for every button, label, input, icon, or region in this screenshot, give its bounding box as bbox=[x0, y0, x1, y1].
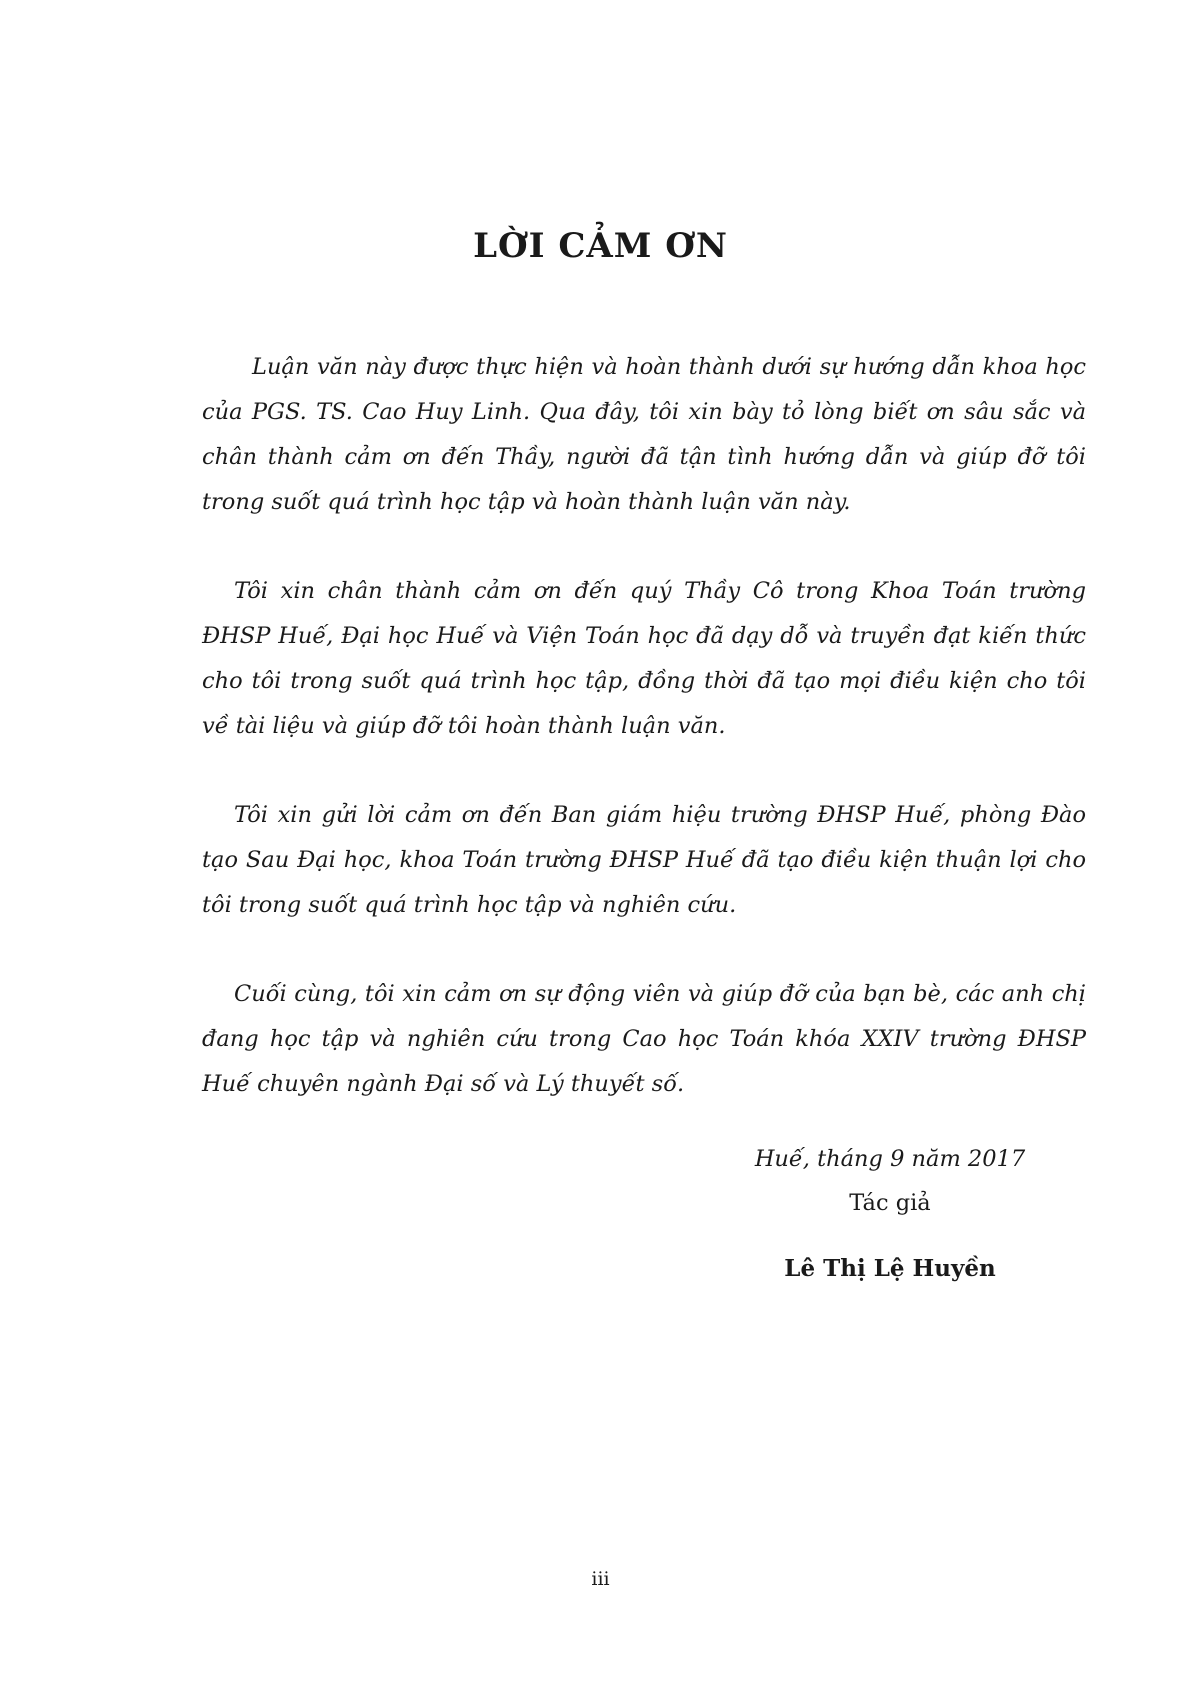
paragraph-1: Luận văn này được thực hiện và hoàn thành dưới sự hướng dẫn khoa học của PGS. TS. Cao Huy Linh. Qua đây, tôi xin bày tỏ lòng biết ơn sâu sắc và chân thành cảm ơn đến Thầy, người đã tận tình hướng dẫn và giúp đỡ tôi trong suốt quá trình học tập và hoàn thành luận văn này. bbox=[202, 354, 1086, 515]
acknowledgement-body bbox=[202, 345, 1086, 1151]
author-name: Lê Thị Lệ Huyền bbox=[784, 1255, 996, 1282]
page-title: LỜI CẢM ƠN bbox=[473, 226, 728, 266]
paragraph-2: Tôi xin chân thành cảm ơn đến quý Thầy Cô trong Khoa Toán trường ĐHSP Huế, Đại học Huế và Viện Toán học đã dạy dỗ và truyền đạt kiến thức cho tôi trong suốt quá trình học tập, đồng thời đã tạo mọi điều kiện cho tôi về tài liệu và giúp đỡ tôi hoàn thành luận văn. bbox=[202, 578, 1086, 739]
signature-role: Tác giả bbox=[849, 1190, 931, 1216]
page-number: iii bbox=[591, 1568, 610, 1590]
signature-date: Huế, tháng 9 năm 2017 bbox=[754, 1146, 1026, 1172]
paragraph-3: Tôi xin gửi lời cảm ơn đến Ban giám hiệu trường ĐHSP Huế, phòng Đào tạo Sau Đại học, khoa Toán trường ĐHSP Huế đã tạo điều kiện thuận lợi cho tôi trong suốt quá trình học tập và nghiên cứu. bbox=[202, 802, 1086, 918]
signature-block bbox=[720, 1137, 1060, 1291]
paragraph-4: Cuối cùng, tôi xin cảm ơn sự động viên và giúp đỡ của bạn bè, các anh chị đang học tập và nghiên cứu trong Cao học Toán khóa XXIV trường ĐHSP Huế chuyên ngành Đại số và Lý thuyết số. bbox=[202, 981, 1086, 1097]
